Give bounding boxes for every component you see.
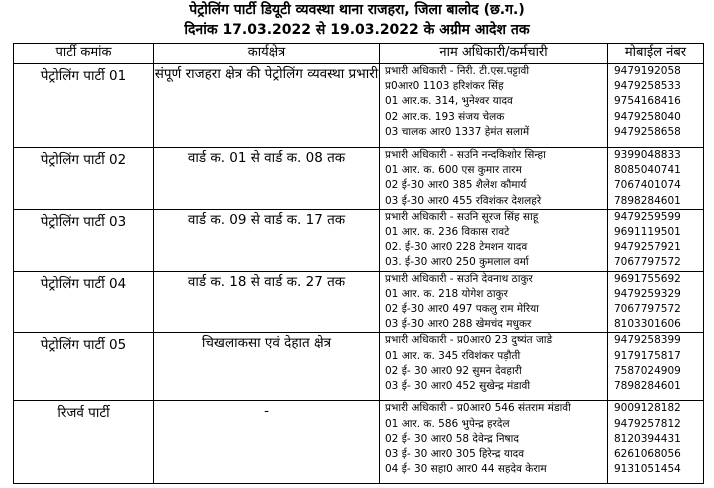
officer-name: 01 आर. क. 345 रविशंकर पड़ौती <box>385 349 521 362</box>
table-row <box>14 401 704 484</box>
party-name: पेट्रोलिंग पार्टी 02 <box>14 148 154 210</box>
mobile-number: 7067797572 <box>614 256 681 269</box>
officer-list <box>380 209 608 271</box>
officer-name: प्रभारी अधिकारी - निरी. टी.एस.पट्टावी <box>385 65 530 77</box>
mobile-list <box>608 209 704 271</box>
party-name: पेट्रोलिंग पार्टी 04 <box>14 271 154 333</box>
mobile-number: 8120394431 <box>614 432 681 445</box>
document-title: पेट्रोलिंग पार्टी डियूटी व्यवस्था थाना राजहरा, जिला बालोद (छ.ग.) <box>189 2 525 18</box>
mobile-number: 7067797572 <box>614 303 681 316</box>
officer-name: 04 ई- 30 सहा0 आर0 44 सहदेव केराम <box>385 463 547 476</box>
officer-name: 03 ई- 30 आर0 305 हिरेन्द्र यादव <box>385 448 525 461</box>
officer-name: 03 ई-30 आर0 455 रविशंकर देशलहरे <box>385 194 542 207</box>
officer-name: 03 चालक आर0 1337 हेमंत सलामें <box>385 125 530 138</box>
table-row <box>14 64 704 148</box>
document-subtitle: दिनांक 17.03.2022 से 19.03.2022 के अग्रीम आदेश तक <box>184 22 530 38</box>
officer-name: 02 आर.क. 193 संजय चेलक <box>385 110 505 123</box>
officer-list <box>380 271 608 333</box>
officer-name: 01 आर. क. 236 विकास रावटे <box>385 226 510 239</box>
table-row <box>14 333 704 401</box>
duty-table <box>13 43 704 484</box>
work-area: वार्ड क. 01 से वार्ड क. 08 तक <box>154 148 380 210</box>
officer-name: 01 आर. क. 218 योगेश ठाकुर <box>385 287 508 300</box>
officer-name: 01 आर. क. 586 भुपेन्द्र हरदेल <box>385 417 510 430</box>
officer-name: प्रभारी अधिकारी - सउनि सूरज सिंह साहू <box>385 210 539 223</box>
mobile-number: 9479258658 <box>614 125 681 138</box>
mobile-number: 7898284601 <box>614 194 681 207</box>
mobile-list <box>608 401 704 484</box>
officer-name: 03 ई-30 आर0 288 खेमचंद मधुकर <box>385 318 532 331</box>
officer-name: 02 ई- 30 आर0 58 देवेन्द्र निषाद <box>385 432 519 445</box>
header-mobile: मोबाईल नंबर <box>608 44 704 64</box>
officer-list <box>380 333 608 401</box>
header-area: कार्यक्षेत्र <box>154 44 380 64</box>
officer-name: प्र0आर0 1103 हरिशंकर सिंह <box>385 80 504 93</box>
officer-name: प्रभारी अधिकारी - प्र0आर0 23 दुष्यंत जाडे <box>385 334 553 347</box>
officer-name: 01 आर. क. 600 एस कुमार तारम <box>385 164 522 177</box>
work-area: चिखलाकसा एवं देहात क्षेत्र <box>154 333 380 401</box>
mobile-number: 8103301606 <box>614 318 681 331</box>
mobile-number: 9754168416 <box>614 95 681 108</box>
officer-list <box>380 148 608 210</box>
mobile-number: 9479259329 <box>614 287 681 300</box>
work-area: - <box>154 401 380 484</box>
mobile-number: 9479258399 <box>614 334 681 347</box>
party-name: पेट्रोलिंग पार्टी 03 <box>14 209 154 271</box>
mobile-list <box>608 64 704 148</box>
mobile-number: 9479258533 <box>614 80 681 93</box>
mobile-number: 7067401074 <box>614 179 681 192</box>
mobile-number: 7898284601 <box>614 380 681 393</box>
officer-name: 01 आर.क. 314, भुनेश्वर यादव <box>385 95 513 108</box>
officer-list <box>380 64 608 148</box>
mobile-number: 9009128182 <box>614 402 681 415</box>
officer-list <box>380 401 608 484</box>
officer-name: 02. ई-30 आर0 228 टेमशन यादव <box>385 241 528 254</box>
party-name: पेट्रोलिंग पार्टी 01 <box>14 64 154 148</box>
mobile-number: 9399048833 <box>614 149 681 161</box>
header-party: पार्टी कमांक <box>14 44 154 64</box>
table-row <box>14 148 704 210</box>
officer-name: 03. ई-30 आर0 250 कुमलाल वर्मा <box>385 256 529 269</box>
mobile-number: 9479192058 <box>614 65 681 77</box>
mobile-number: 8085040741 <box>614 164 681 177</box>
mobile-number: 9691755692 <box>614 272 681 285</box>
header-row <box>14 44 704 64</box>
mobile-list <box>608 271 704 333</box>
mobile-number: 9179175817 <box>614 349 681 362</box>
officer-name: 03 ई- 30 आर0 452 सुखेन्द्र मंडावी <box>385 380 531 393</box>
mobile-number: 7587024909 <box>614 364 681 377</box>
mobile-number: 9479259599 <box>614 210 681 223</box>
mobile-number: 9479257812 <box>614 417 681 430</box>
mobile-number: 9691119501 <box>614 226 681 239</box>
mobile-number: 9131051454 <box>614 463 681 476</box>
table-row <box>14 271 704 333</box>
mobile-number: 9479258040 <box>614 110 681 123</box>
officer-name: प्रभारी अधिकारी - सउनि नन्दकिशोर सिन्हा <box>385 149 546 161</box>
work-area: संपूर्ण राजहरा क्षेत्र की पेट्रोलिंग व्यवस्था प्रभारी <box>154 64 380 148</box>
table-row <box>14 209 704 271</box>
work-area: वार्ड क. 18 से वार्ड क. 27 तक <box>154 271 380 333</box>
officer-name: प्रभारी अधिकारी - सउनि देवनाथ ठाकुर <box>385 272 533 285</box>
mobile-list <box>608 333 704 401</box>
mobile-list <box>608 148 704 210</box>
header-names: नाम अधिकारी/कर्मचारी <box>380 44 608 64</box>
officer-name: प्रभारी अधिकारी - प्र0आर0 546 संतराम मंडावी <box>385 402 571 415</box>
mobile-number: 6261068056 <box>614 448 681 461</box>
officer-name: 02 ई-30 आर0 497 पकलु राम मेरिया <box>385 303 539 316</box>
officer-name: 02 ई-30 आर0 385 शैलेश कौमार्य <box>385 179 527 192</box>
mobile-number: 9479257921 <box>614 241 681 254</box>
party-name: रिजर्व पार्टी <box>14 401 154 484</box>
officer-name: 02 ई- 30 आर0 92 सुमन देवहारी <box>385 364 522 377</box>
work-area: वार्ड क. 09 से वार्ड क. 17 तक <box>154 209 380 271</box>
party-name: पेट्रोलिंग पार्टी 05 <box>14 333 154 401</box>
